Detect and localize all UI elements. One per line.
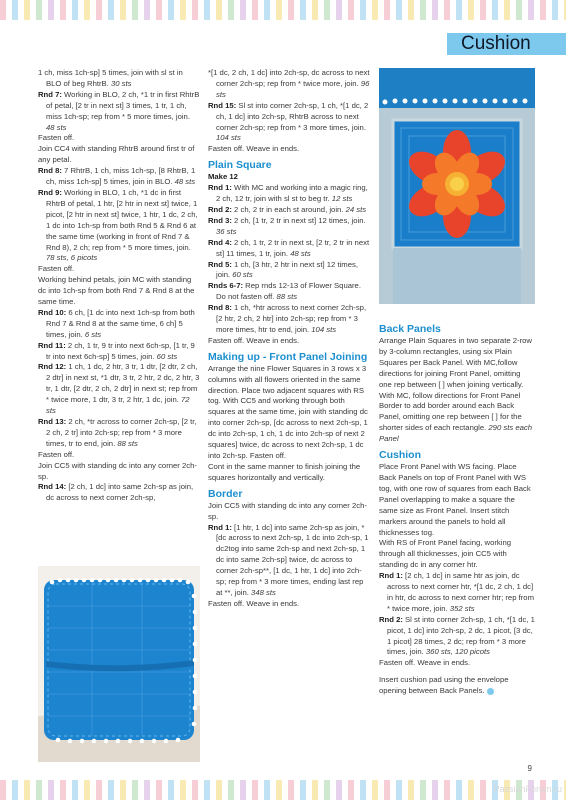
instruction-text: Working in BLO, 1 ch, *1 dc in first RhtrB of petal, 1 htr, [2 htr in next st] twice, 1 picot, [2 htr in next st] twice, 1 htr, 1 dc, 2 ch, 1 dc into 1ch-sp from both Rnd 5 & Rnd 6 at the same time (working in front of Rnd 7 & Rnd 8), 2 ch; rep from * 5 more times, join. [46,187,198,252]
stripe [420,0,426,20]
instruction-text: Working in BLO, 2 ch, *1 tr in first RhtrB of petal, [2 tr in next st] 3 times, 1 tr, 1 ch, miss 1ch-sp; rep from * 5 more times, join. [46,89,200,121]
stripe [192,0,198,20]
round-label: Rnd 3: [208,215,232,225]
round-label: Rnds 6-7: [208,281,244,291]
instruction-text: Fasten off. [38,133,75,143]
paragraph [208,144,370,155]
flower-square-rounds [38,68,200,504]
paragraph [208,364,370,462]
paragraph [379,391,535,446]
stripe [144,780,150,800]
plain-square-heading: Plain Square [208,159,272,172]
stripe [228,0,234,20]
instruction-text: Place Front Panel with WS facing. Place Back Panels on top of Front Panel with WS tog, with one row of squares from each Back Panel overlapping to make a square the same size as Front Panel. Insert stitch markers around the panels to hold all thicknesses tog. [379,462,531,537]
stripe [468,780,474,800]
stitch-count: 88 sts [276,292,298,302]
stripe [264,780,270,800]
stripe [504,0,510,20]
instruction-text: Arrange Plain Squares in two separate 2-row by 3-column rectangles, using six Plain Squares per Back Panel. With MC,follow directions for joining Front Panel, omitting one rep between [ ] when joining vertically. [379,336,532,389]
instruction-text: Fasten off. Weave in ends. [208,598,300,608]
round-instruction [208,183,370,205]
stitch-count: 78 sts, 6 picots [46,253,98,263]
paragraph [208,599,370,610]
round-label: Rnd 10: [38,307,67,317]
stitch-count: 96 sts [216,78,370,99]
paragraph [208,336,370,347]
stripe [348,780,354,800]
stripe [36,0,42,20]
instruction-text: 2 ch, *tr across to corner 2ch-sp, [2 tr, 2 ch, 2 tr] into 2ch-sp; rep from * 3 more times, tr to end, join. [46,417,197,448]
watermark: PassionForum.ru [493,784,562,794]
round-instruction [38,341,200,363]
stitch-count: 36 sts [216,226,237,236]
stitch-count: 48 sts [174,177,196,187]
stripe [516,0,522,20]
stripe [360,0,366,20]
stripe [120,780,126,800]
instruction-text: With RS of Front Panel facing, working through all thicknesses, join CC5 with standing dc in any corner htr. [379,538,512,570]
back-panels-text [379,336,535,445]
stripe [492,0,498,20]
section-tag: Cushion [447,33,566,55]
stripe [12,0,18,20]
stitch-count: 360 sts, 120 picots [425,647,490,657]
paragraph [208,501,370,523]
blue-cushion-image [38,566,200,762]
border-heading: Border [208,487,243,500]
stripe [348,0,354,20]
round-instruction [208,523,370,599]
stitch-count: 88 sts [117,438,138,448]
stitch-count: 12 sts [331,194,353,204]
instruction-text: Fasten off. Weave in ends. [379,658,471,668]
stripe [252,780,258,800]
round-label: Rnd 5: [208,259,232,269]
stitch-count: 104 sts [216,133,241,143]
stitch-count: 6 sts [84,329,102,339]
instruction-text: Cont in the same manner to finish joining the squares horizontally and vertically. [208,461,361,482]
round-instruction [208,281,370,303]
stripe [480,780,486,800]
instruction-text: Fasten off. [38,449,75,459]
front-panel-text [208,364,370,484]
stitch-count: 60 sts [232,270,253,280]
stripe [528,0,534,20]
paragraph [38,68,200,90]
round-label: Rnd 2: [208,204,232,214]
stripe [432,0,438,20]
round-label: Rnd 2: [379,614,403,624]
round-instruction [38,166,200,188]
round-instruction [208,101,370,145]
instruction-text: 1 ch, *htr across to next corner 2ch-sp, [2 htr, 2 ch, 2 htr] into 2ch-sp; rep from * 3 more times, htr to end, join. [216,303,367,334]
stripe [336,0,342,20]
instruction-text: 2 ch, [1 tr, 2 tr in next st] 12 times, join. [231,215,366,225]
stitch-count: 352 sts [449,603,475,613]
stripe [0,780,6,800]
instruction-text: Join CC5 with standing dc into any corner 2ch-sp. [38,460,197,481]
instructions-column-3 [379,323,535,697]
stripe [276,780,282,800]
instruction-text: 6 ch, [1 dc into next 1ch-sp from both Rnd 7 & Rnd 8 at the same time, 6 ch] 5 times, join. [46,307,195,339]
stripe [420,780,426,800]
stitch-count: 290 sts each Panel [379,423,532,444]
stripe [12,780,18,800]
stripe [156,0,162,20]
instruction-text: 2 ch, 1 tr, 2 tr in next st, [2 tr, 2 tr in next st] 11 times, 1 tr, join. [216,237,370,258]
stripe [240,780,246,800]
instruction-text: Rep rnds 12-13 of Flower Square. Do not fasten off. [216,281,361,302]
stripe [132,0,138,20]
stripe [408,0,414,20]
stripe [84,0,90,20]
stripe [552,0,558,20]
instruction-text: Join CC4 with standing RhtrB around first tr of any petal. [38,144,195,165]
instruction-text: Sl st into corner 2ch-sp, 1 ch, *[1 dc, 1 picot, 1 dc] into 2ch-sp, 2 dc, 1 picot, [3 dc, 1 picot] 28 times, 2 dc; rep from * 3 more times, join. [387,614,535,657]
instruction-text: [2 ch, 1 dc] into same 2ch-sp as join, dc across to next corner 2ch-sp, [46,482,194,503]
stitch-count: 348 sts [251,587,276,597]
stripe [324,0,330,20]
stitch-count: 48 sts [290,248,311,258]
final-note: Insert cushion pad using the envelope opening between Back Panels. [379,675,509,696]
paragraph [379,336,535,391]
stripe [312,0,318,20]
stripe [24,780,30,800]
stitch-count: 72 sts [46,395,190,416]
stripe [48,780,54,800]
stripe [372,0,378,20]
stripe [96,0,102,20]
plain-square-make-count: Make 12 [208,172,238,182]
stripe [372,780,378,800]
flower-square-photo [379,68,535,304]
stripe [456,0,462,20]
instruction-text: *[1 dc, 2 ch, 1 dc] into 2ch-sp, dc across to next corner 2ch-sp; rep from * twice more, join. [208,68,370,88]
stripe [204,780,210,800]
instruction-text: Sl st into corner 2ch-sp, 1 ch, *[1 dc, 2 ch, 1 dc] into 2ch-sp, RhtrB across to next corner 2ch-sp; rep from * 3 more times, join. [216,100,369,132]
stitch-count: 30 sts [110,78,132,88]
stripe [72,0,78,20]
stripe [252,0,258,20]
border-text [208,501,370,610]
instruction-text: [1 htr, 1 dc] into same 2ch-sp as join, *[dc across to next 2ch-sp, 1 dc into 2ch-sp, 1 dc2tog into same 2ch-sp and next 2ch-sp, 1 dc into same 2ch-sp] twice, dc across to corner 2ch-sp**, [1 dc, 1 htr, 1 dc] into 2ch-sp; rep from * 3 more times, ending last rep at **, join. [216,522,369,597]
stripe [396,780,402,800]
instruction-text: 7 RhtrB, 1 ch, miss 1ch-sp, [8 RhtrB, 1 ch, miss 1ch-sp] 5 times, join in BLO. [46,166,196,187]
stripe [144,0,150,20]
round-instruction [208,216,370,238]
round-label: Rnd 8: [38,166,62,176]
round-label: Rnd 9: [38,187,62,197]
round-label: Rnd 12: [38,362,67,372]
stripe [216,0,222,20]
paragraph [38,133,200,144]
instruction-text: [2 ch, 1 dc] in same htr as join, dc across to next corner htr, *[1 dc, 2 ch, 1 dc] in htr, dc across to next corner htr; rep from * twice more, join. [387,571,534,613]
instructions-column-1 [38,68,200,504]
stripe [480,0,486,20]
flower-square-image [379,68,535,304]
round-instruction [208,260,370,282]
round-instruction [208,238,370,260]
round-instruction [379,615,535,659]
round-instruction [38,362,200,417]
stripe [108,0,114,20]
instruction-text: 1 ch, [3 htr, 2 htr in next st] 12 times, join. [216,259,358,280]
stripe [60,780,66,800]
cushion-text [379,462,535,669]
round-instruction [38,417,200,450]
stripe [120,0,126,20]
round-label: Rnd 15: [208,100,237,110]
paragraph [38,275,200,308]
paragraph [208,68,370,101]
stripe [456,780,462,800]
stripe [312,780,318,800]
stripe [0,0,6,20]
bottom-stripe-border [0,780,566,800]
stripe [240,0,246,20]
stripe [180,0,186,20]
round-instruction [38,188,200,264]
cushion-back-photo [38,566,200,762]
stripe [108,780,114,800]
stripe [60,0,66,20]
stripe [288,780,294,800]
stripe [132,780,138,800]
round-instruction [38,308,200,341]
stripe [336,780,342,800]
top-stripe-border [0,0,566,20]
stitch-count: 60 sts [156,351,178,361]
back-panels-heading: Back Panels [379,323,441,335]
stripe [444,780,450,800]
round-label: Rnd 4: [208,237,232,247]
instruction-text: 1 ch, 1 dc, 2 htr, 3 tr, 1 dtr, [2 dtr, 2 ch, 2 dtr] in next st, *1 dtr, 3 tr, 2 htr, 2 dc, 2 htr, 3 tr, 1 dtr, [2 dtr, 2 ch, 2 dtr] in next st; rep from * twice more, 1 dtr, 3 tr, 2 htr, 1 dc, join. [46,362,200,405]
stripe [384,780,390,800]
stripe [48,0,54,20]
stripe [24,0,30,20]
round-label: Rnd 7: [38,89,62,99]
stripe [228,780,234,800]
instruction-text: With MC, follow directions for Front Panel Border to add border around each Back Panel, omitting one rep between [ ] for the shorter sides of each rectangle. [379,390,522,433]
instruction-text: Fasten off. [38,264,75,274]
instruction-text: 2 ch, 1 tr, 9 tr into next 6ch-sp, [1 tr, 9 tr into next 6ch-sp] 5 times, join. [46,340,195,361]
stripe [180,780,186,800]
stripe [444,0,450,20]
page-number: 9 [527,764,532,773]
paragraph [38,461,200,483]
stitch-count: 104 sts [311,324,337,334]
round-label: Rnd 1: [208,522,232,532]
round-instruction [38,90,200,134]
paragraph [38,264,200,275]
instruction-text: Arrange the nine Flower Squares in 3 rows x 3 columns with all flowers oriented in the same direction. Place two adjacent squares with RS tog. With CC5 and working through both squares at the same time, join with standing dc into corner 2ch-sp, [dc across to next 2ch-sp, 1 dc into 2ch-sp, 1 ch, 1 dc into 2ch-sp of next 2 squares] twice, dc across to next 2ch-sp, 1 dc into 2ch-sp. Fasten off. [208,363,368,460]
front-panel-heading: Making up - Front Panel Joining [208,350,368,363]
paragraph [38,450,200,461]
stitch-count: 24 sts [345,204,367,214]
round-label: Rnd 13: [38,417,67,426]
stripe [156,780,162,800]
round-label: Rnd 1: [379,571,403,581]
instruction-text: Join CC5 with standing dc into any corner 2ch-sp. [208,500,367,521]
cushion-heading: Cushion [379,449,421,462]
stripe [36,780,42,800]
stripe [300,780,306,800]
round-instruction [208,205,370,216]
stripe [360,780,366,800]
plain-square-rounds [208,183,370,347]
stripe [408,780,414,800]
end-marker-icon [487,688,494,695]
paragraph [379,658,535,669]
paragraph [379,462,535,538]
stripe [168,780,174,800]
stripe [204,0,210,20]
instructions-column-2 [208,68,370,610]
round-label: Rnd 14: [38,482,67,492]
instruction-text: Fasten off. Weave in ends. [208,335,300,345]
stripe [84,780,90,800]
instruction-text: Fasten off. Weave in ends. [208,144,300,154]
stripe [324,780,330,800]
stripe [192,780,198,800]
stripe [276,0,282,20]
round-label: Rnd 1: [208,183,232,193]
round-instruction [379,571,535,615]
round-label: Rnd 8: [208,303,232,313]
stripe [384,0,390,20]
stripe [216,780,222,800]
paragraph [379,538,535,571]
stripe [72,780,78,800]
stripe [288,0,294,20]
stripe [96,780,102,800]
stripe [396,0,402,20]
instruction-text: 1 ch, miss 1ch-sp] 5 times, join with sl st in BLO of beg RhtrB. [38,68,183,88]
stitch-count: 48 sts [46,122,67,132]
stripe [468,0,474,20]
stripe [540,0,546,20]
instruction-text: 2 ch, 2 tr in each st around, join. [231,204,346,214]
stripe [168,0,174,20]
round-instruction [208,303,370,336]
stripe [264,0,270,20]
stripe [300,0,306,20]
round-label: Rnd 11: [38,340,66,350]
round-instruction [38,482,200,504]
instruction-text: Working behind petals, join MC with standing dc into 1ch-sp from both Rnd 7 & Rnd 8 at the same time. [38,275,195,307]
paragraph [38,144,200,166]
flower-square-rounds-end [208,68,370,155]
paragraph [208,462,370,484]
stripe [432,780,438,800]
instruction-text: With MC and working into a magic ring, 2 ch, 12 tr, join with sl st to beg tr. [216,183,368,204]
